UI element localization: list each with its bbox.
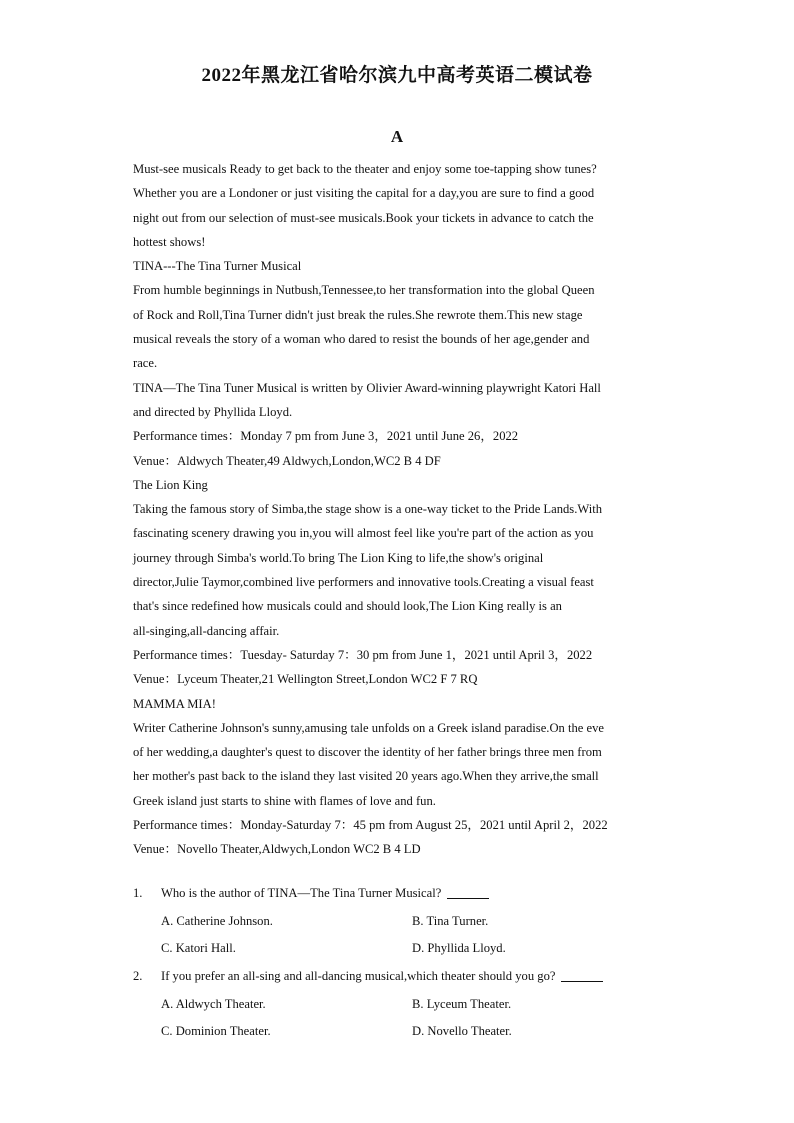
- option-c[interactable]: C. Dominion Theater.: [161, 1024, 271, 1038]
- passage-line: Writer Catherine Johnson's sunny,amusing tale unfolds on a Greek island paradise.On the eve: [133, 720, 604, 735]
- option-a[interactable]: A. Catherine Johnson.: [161, 913, 273, 928]
- question-number: 1.: [133, 886, 143, 900]
- question-1: [133, 880, 693, 963]
- passage-line: Greek island just starts to shine with flames of love and fun.: [133, 793, 436, 808]
- passage-line: musical reveals the story of a woman who dared to resist the bounds of her age,gender and: [133, 332, 590, 347]
- question-2: [133, 963, 693, 1046]
- passage-line: director,Julie Taymor,combined live performers and innovative tools.Creating a visual feast: [133, 575, 594, 590]
- passage-line: all-singing,all-dancing affair.: [133, 623, 280, 638]
- option-b[interactable]: B. Tina Turner.: [412, 913, 489, 928]
- passage-line: hottest shows!: [133, 234, 206, 249]
- passage-line: Venue：Lyceum Theater,21 Wellington Street,London WC2 F 7 RQ: [133, 672, 478, 687]
- question-number: 2.: [133, 969, 143, 983]
- passage-line: Performance times：Monday-Saturday 7：45 pm from August 25，2021 until April 2，2022: [133, 818, 608, 833]
- passage-line: Whether you are a Londoner or just visiting the capital for a day,you are sure to find a good: [133, 186, 595, 201]
- passage-line: night out from our selection of must-see musicals.Book your tickets in advance to catch the: [133, 210, 594, 225]
- passage: [133, 157, 673, 862]
- option-d[interactable]: D. Novello Theater.: [412, 1024, 512, 1038]
- passage-line: TINA---The Tina Turner Musical: [133, 259, 302, 274]
- passage-line: journey through Simba's world.To bring The Lion King to life,the show's original: [133, 550, 544, 565]
- page-title: 2022年黑龙江省哈尔滨九中高考英语二模试卷: [201, 65, 593, 86]
- question-text: If you prefer an all-sing and all-dancing musical,which theater should you go?: [161, 969, 556, 983]
- passage-line: that's since redefined how musicals could and should look,The Lion King really is an: [133, 599, 562, 614]
- passage-line: TINA—The Tina Tuner Musical is written by Olivier Award-winning playwright Katori Hall: [133, 380, 601, 395]
- passage-line: of Rock and Roll,Tina Turner didn't just break the rules.She rewrote them.This new stage: [133, 307, 583, 322]
- passage-line: and directed by Phyllida Lloyd.: [133, 404, 293, 419]
- question-text: Who is the author of TINA—The Tina Turner Musical?: [161, 886, 442, 900]
- option-c[interactable]: C. Katori Hall.: [161, 941, 236, 955]
- answer-blank[interactable]: [561, 967, 603, 982]
- passage-line: Performance times：Tuesday- Saturday 7：30 pm from June 1，2021 until April 3，2022: [133, 647, 593, 662]
- passage-line: The Lion King: [133, 477, 208, 492]
- passage-line: Venue：Aldwych Theater,49 Aldwych,London,WC2 B 4 DF: [133, 453, 441, 468]
- passage-line: From humble beginnings in Nutbush,Tennessee,to her transformation into the global Queen: [133, 283, 595, 298]
- option-b[interactable]: B. Lyceum Theater.: [412, 996, 512, 1011]
- passage-line: Performance times：Monday 7 pm from June 3，2021 until June 26，2022: [133, 429, 519, 444]
- section-heading: A: [390, 127, 404, 146]
- passage-line: her mother's past back to the island they last visited 20 years ago.When they arrive,the small: [133, 769, 599, 784]
- passage-line: Venue：Novello Theater,Aldwych,London WC2 B 4 LD: [133, 842, 421, 857]
- passage-line: race.: [133, 356, 158, 371]
- option-a[interactable]: A. Aldwych Theater.: [161, 996, 266, 1011]
- answer-blank[interactable]: [447, 884, 489, 899]
- passage-line: Must-see musicals Ready to get back to the theater and enjoy some toe-tapping show tunes?: [133, 162, 597, 176]
- passage-line: fascinating scenery drawing you in,you will almost feel like you're part of the action as you: [133, 526, 594, 541]
- option-d[interactable]: D. Phyllida Lloyd.: [412, 941, 506, 955]
- passage-line: MAMMA MIA!: [133, 696, 216, 711]
- passage-line: Taking the famous story of Simba,the stage show is a one-way ticket to the Pride Lands.With: [133, 502, 603, 517]
- passage-line: of her wedding,a daughter's quest to discover the identity of her father brings three men from: [133, 745, 602, 760]
